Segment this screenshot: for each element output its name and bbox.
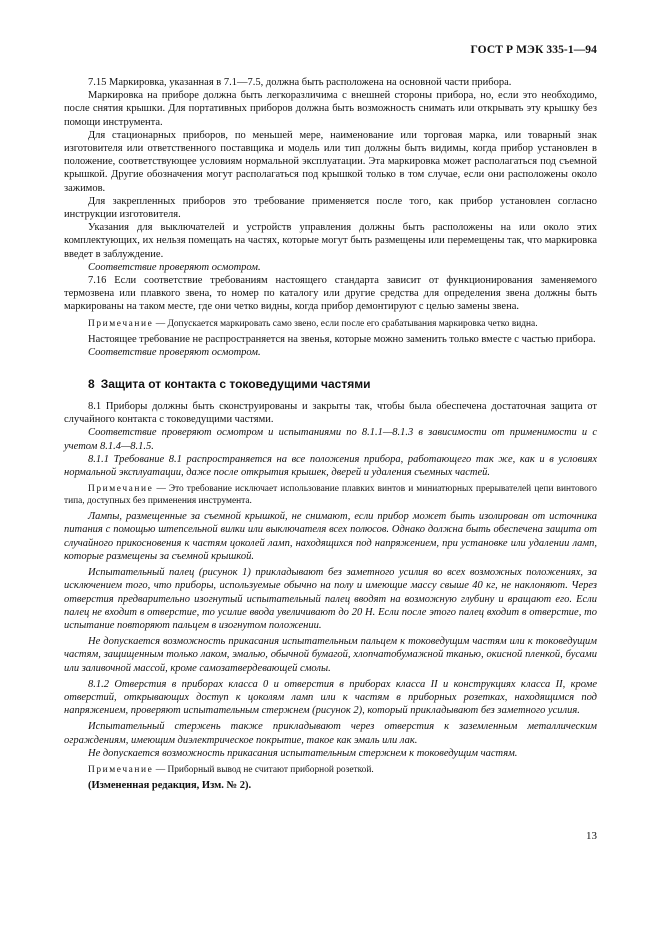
- paragraph-8-1-check: Соответствие проверяют осмотром и испытаниями по 8.1.1—8.1.3 в зависимости от применимости и с учетом 8.1.4—8.1.5.: [64, 427, 597, 452]
- amended-edition: (Измененная редакция, Изм. № 2).: [88, 779, 252, 791]
- page-number: 13: [586, 830, 597, 842]
- paragraph-8-1-1: 8.1.1 Требование 8.1 распространяется на все положения прибора, работающего так же, как и в условиях нормальной эксплуатации, даже после открытия крышек, дверей и удаления съемных частей.: [64, 453, 597, 479]
- note-2-label: Примечание: [88, 484, 154, 495]
- note-3: [64, 764, 597, 776]
- paragraph-8-1-2: 8.1.2 Отверстия в приборах класса 0 и отверстия в приборах класса II и конструкциях класса II, кроме отверстий, открывающих доступ к цоколям ламп или к частям в приборных розетках, находящимся под напряжением, проверяют испытательным стержнем (рисунок 2), который прикладывают без заметного усилия.: [64, 678, 597, 717]
- paragraph-test-finger: Испытательный палец (рисунок 1) прикладывают без заметного усилия во всех возможных положениях, за исключением того, что приборы, используемые обычно на полу и имеющие массу свыше 40 кг, не наклоняют. Через отверстия предварительно изогнутый испытательный палец вводят на возможную глубину и вращают его. Если палец не входит в отверстие, то усилие ввода увеличивают до 20 Н. Если после этого палец входит в отверстие, то испытание повторяют пальцем в изогнутом положении.: [64, 567, 597, 631]
- compliance-check-2: Соответствие проверяют осмотром.: [88, 346, 261, 358]
- paragraph-rod-not-allowed: Не допускается возможность прикасания испытательным стержнем к токоведущим частям.: [88, 747, 518, 759]
- section-8-title: Защита от контакта с токоведущими частями: [100, 377, 371, 392]
- note-2: [64, 483, 597, 507]
- paragraph-marking-visibility: Маркировка на приборе должна быть легкоразличима с внешней стороны прибора, но, если это необходимо, после снятия крышки. Для портативных приборов должна быть возможность снимать или открывать эту крышку без помощи инструмента.: [64, 90, 597, 128]
- paragraph-7-16: 7.16 Если соответствие требованиям настоящего стандарта зависит от функционирования заменяемого термозвена или плавкого звена, то номер по каталогу или другие средства для определения звена должны быть маркированы на таком месте, где они четко видны, когда прибор демонтируют с целью замены звена.: [64, 275, 597, 313]
- note-3-label: Примечание: [88, 764, 154, 775]
- compliance-check-1: Соответствие проверяют осмотром.: [88, 261, 261, 273]
- paragraph-lamps: Лампы, размещенные за съемной крышкой, не снимают, если прибор может быть изолирован от источника питания с помощью штепсельной вилки или выключателя всех полюсов. Однако должна быть обеспечена защита от случайного прикосновения к частям цоколей ламп, находящихся под напряжением, при установке или удалении ламп, которые размещены за съемной крышкой.: [64, 511, 597, 562]
- paragraph-8-1: 8.1 Приборы должны быть сконструированы и закрыты так, чтобы была обеспечена достаточная защита от случайного контакта с токоведущими частями.: [64, 401, 597, 426]
- paragraph-finger-not-allowed: Не допускается возможность прикасания испытательным пальцем к токоведущим частям или к токоведущим частям, защищенным только лаком, эмалью, обычной бумагой, хлопчатобумажной тканью, окисной пленкой, бусами или заливочной массой, кроме самозатвердевающей смолы.: [64, 636, 597, 674]
- paragraph-test-rod: Испытательный стержень также прикладывают через отверстия к заземленным металлическим ограждениям, имеющим диэлектрическое покрытие, такое как эмаль или лак.: [64, 721, 597, 746]
- document-code-header: ГОСТ Р МЭК 335-1—94: [470, 44, 597, 56]
- paragraph-switch-indications: Указания для выключателей и устройств управления должны быть расположены на или около этих комплектующих, их нельзя помещать на частях, которые могут быть размещены или перемещены так, что маркировка введет в заблуждение.: [64, 222, 597, 260]
- paragraph-replaceable-links: Настоящее требование не распространяется на звенья, которые можно заменить только вместе с частью прибора.: [88, 333, 596, 345]
- note-1-label: Примечание: [88, 318, 154, 329]
- note-1-text: — Допускается маркировать само звено, если после его срабатывания маркировка четко видна.: [153, 318, 538, 329]
- note-1: [64, 318, 597, 330]
- section-8-number: 8: [88, 377, 95, 392]
- note-3-text: — Приборный вывод не считают приборной розеткой.: [153, 764, 374, 775]
- paragraph-fixed-appliances: Для закрепленных приборов это требование применяется после того, как прибор установлен согласно инструкции изготовителя.: [64, 195, 597, 221]
- paragraph-stationary-appliances: Для стационарных приборов, по меньшей мере, наименование или торговая марка, или товарный знак изготовителя или ответственного поставщика и модель или тип должны быть видимы, когда прибор установлен в положение, соответствующее условиям нормальной эксплуатации. Эта маркировка может располагаться под съемной крышкой. Другие обозначения могут располагаться под крышкой только в том случае, если они расположены около зажимов.: [64, 129, 597, 194]
- section-8-heading: [64, 377, 597, 392]
- note-2-text: — Это требование исключает использование плавких винтов и миниатюрных прерывателей цепи винтового типа, доступных без применения инструмента.: [64, 484, 597, 507]
- page-content: [64, 76, 597, 792]
- paragraph-7-15: 7.15 Маркировка, указанная в 7.1—7.5, должна быть расположена на основной части прибора.: [88, 77, 512, 88]
